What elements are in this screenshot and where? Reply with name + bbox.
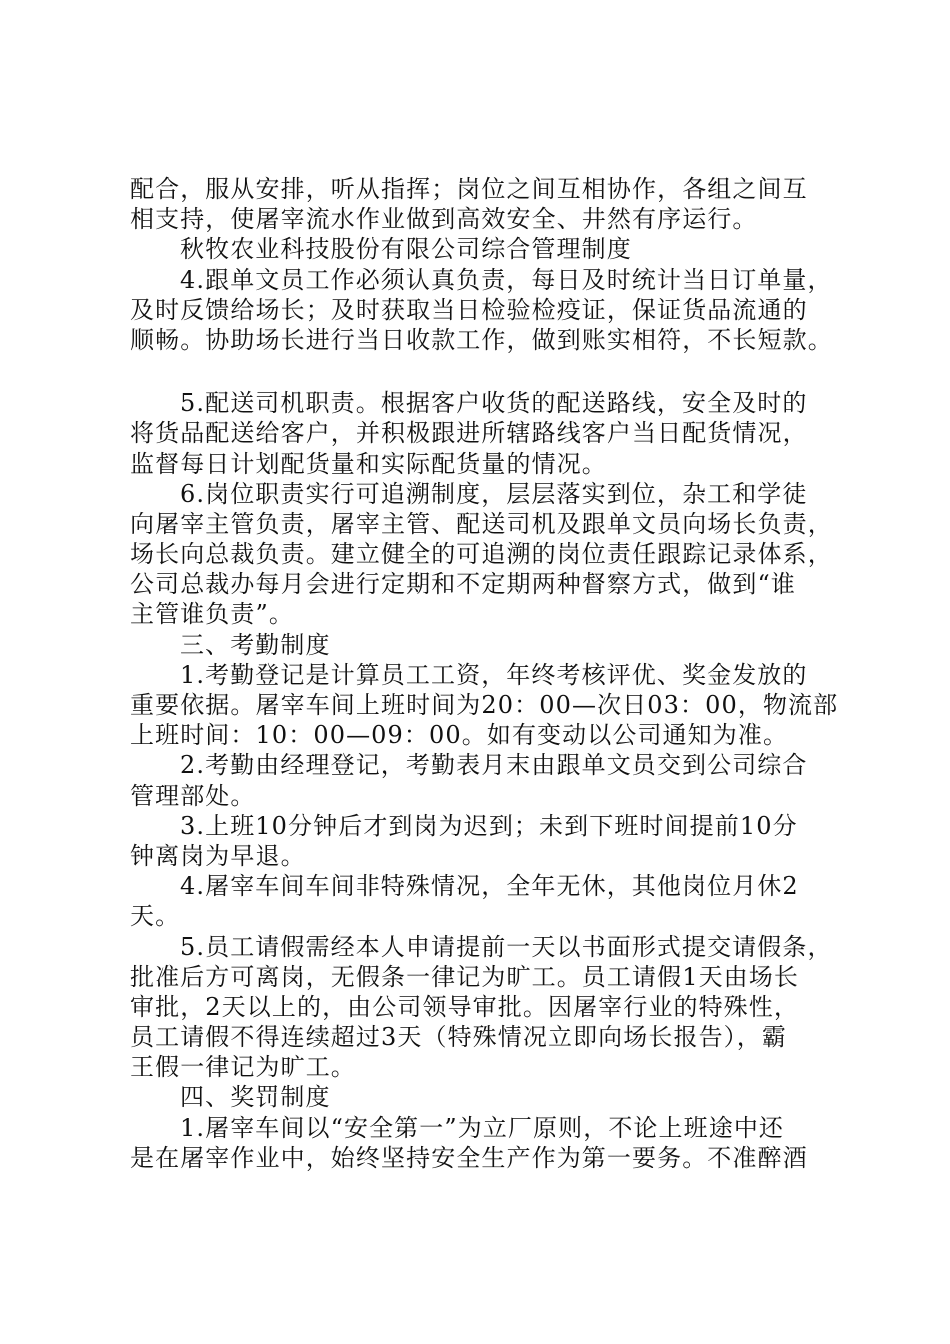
text-line: 2.考勤由经理登记，考勤表月末由跟单文员交到公司综合 <box>180 751 808 780</box>
section-heading: 三、考勤制度 <box>180 630 331 659</box>
text-line: 管理部处。 <box>130 781 256 810</box>
text-line: 钟离岗为早退。 <box>130 841 306 870</box>
text-line: 将货品配送给客户，并积极跟进所辖路线客户当日配货情况， <box>130 419 808 448</box>
text-line: 1.考勤登记是计算员工工资，年终考核评优、奖金发放的 <box>180 660 808 689</box>
document-body <box>130 174 840 1173</box>
text-line: 4.跟单文员工作必须认真负责，每日及时统计当日订单量， <box>180 265 833 294</box>
text-line: 监督每日计划配货量和实际配货量的情况。 <box>130 449 607 478</box>
text-line: 员工请假不得连续超过3天（特殊情况立即向场长报告），霸 <box>130 1023 787 1052</box>
text-line: 配合，服从安排，听从指挥；岗位之间互相协作，各组之间互 <box>130 175 808 203</box>
text-line: 场长向总裁负责。建立健全的可追溯的岗位责任跟踪记录体系， <box>130 540 833 569</box>
text-line: 6.岗位职责实行可追溯制度，层层落实到位，杂工和学徒 <box>180 479 808 508</box>
text-line: 相支持，使屠宰流水作业做到高效安全、井然有序运行。 <box>130 205 758 234</box>
text-line: 上班时间：10：00—09：00。如有变动以公司通知为准。 <box>130 721 789 750</box>
text-line: 批准后方可离岗，无假条一律记为旷工。员工请假1天由场长 <box>130 962 799 991</box>
blank-line <box>130 355 840 388</box>
text-line: 5.员工请假需经本人申请提前一天以书面形式提交请假条， <box>180 932 833 961</box>
text-line: 王假一律记为旷工。 <box>130 1053 356 1082</box>
text-line: 及时反馈给场长；及时获取当日检验检疫证，保证货品流通的 <box>130 295 808 324</box>
heading-line: 秋牧农业科技股份有限公司综合管理制度 <box>180 235 632 264</box>
text-line: 是在屠宰作业中，始终坚持安全生产作为第一要务。不准醉酒 <box>130 1143 808 1172</box>
text-line: 审批，2天以上的，由公司领导审批。因屠宰行业的特殊性， <box>130 992 799 1021</box>
text-line: 主管谁负责”。 <box>130 600 294 629</box>
text-line: 1.屠宰车间以“安全第一”为立厂原则，不论上班途中还 <box>180 1113 785 1142</box>
text-line: 4.屠宰车间车间非特殊情况，全年无休，其他岗位月休2 <box>180 872 799 901</box>
text-line: 5.配送司机职责。根据客户收货的配送路线，安全及时的 <box>180 389 808 418</box>
text-line: 重要依据。屠宰车间上班时间为20：00—次日03：00，物流部 <box>130 691 839 719</box>
text-line: 公司总裁办每月会进行定期和不定期两种督察方式，做到“谁 <box>130 570 796 599</box>
section-heading: 四、奖罚制度 <box>180 1083 331 1112</box>
text-line: 3.上班10分钟后才到岗为迟到；未到下班时间提前10分 <box>180 811 798 840</box>
text-line: 向屠宰主管负责，屠宰主管、配送司机及跟单文员向场长负责， <box>130 509 833 538</box>
text-line: 天。 <box>130 902 181 931</box>
text-line: 顺畅。协助场长进行当日收款工作，做到账实相符，不长短款。 <box>130 325 833 354</box>
